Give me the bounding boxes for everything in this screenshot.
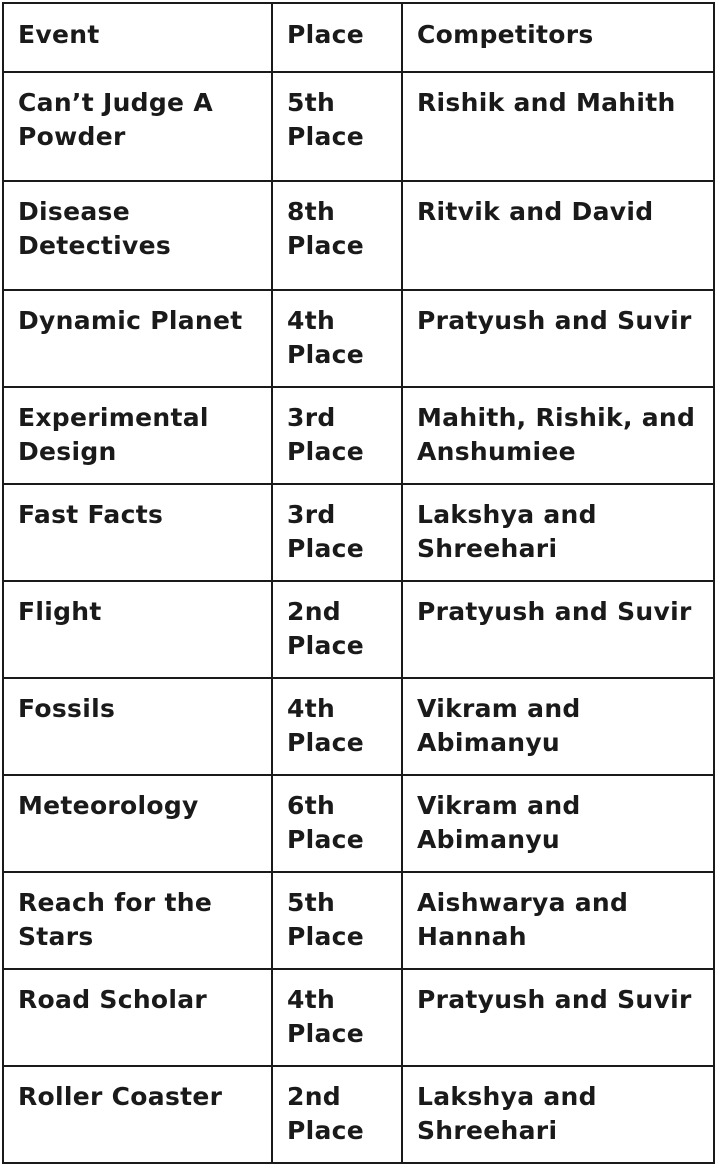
table-row bbox=[3, 775, 714, 872]
table-row bbox=[3, 872, 714, 969]
place-cell: 8th Place bbox=[272, 181, 402, 290]
place-cell: 4th Place bbox=[272, 290, 402, 387]
results-table bbox=[2, 2, 715, 1164]
place-cell: 3rd Place bbox=[272, 387, 402, 484]
table-row bbox=[3, 181, 714, 290]
competitors-cell: Vikram and Abimanyu bbox=[402, 678, 714, 775]
event-cell: Fossils bbox=[3, 678, 272, 775]
header-event: Event bbox=[3, 3, 272, 72]
table-row bbox=[3, 969, 714, 1066]
competitors-cell: Aishwarya and Hannah bbox=[402, 872, 714, 969]
table-header-row bbox=[3, 3, 714, 72]
competitors-cell: Ritvik and David bbox=[402, 181, 714, 290]
place-cell: 4th Place bbox=[272, 969, 402, 1066]
place-cell: 2nd Place bbox=[272, 1066, 402, 1163]
table-row bbox=[3, 581, 714, 678]
competitors-cell: Lakshya and Shreehari bbox=[402, 1066, 714, 1163]
header-competitors: Competitors bbox=[402, 3, 714, 72]
event-cell: Disease Detectives bbox=[3, 181, 272, 290]
event-cell: Meteorology bbox=[3, 775, 272, 872]
competitors-cell: Lakshya and Shreehari bbox=[402, 484, 714, 581]
event-cell: Roller Coaster bbox=[3, 1066, 272, 1163]
event-cell: Can’t Judge A Powder bbox=[3, 72, 272, 181]
table-row bbox=[3, 678, 714, 775]
header-place: Place bbox=[272, 3, 402, 72]
event-cell: Flight bbox=[3, 581, 272, 678]
event-cell: Dynamic Planet bbox=[3, 290, 272, 387]
event-cell: Reach for the Stars bbox=[3, 872, 272, 969]
competitors-cell: Pratyush and Suvir bbox=[402, 290, 714, 387]
table-row bbox=[3, 484, 714, 581]
competitors-cell: Pratyush and Suvir bbox=[402, 581, 714, 678]
table-row bbox=[3, 290, 714, 387]
place-cell: 3rd Place bbox=[272, 484, 402, 581]
event-cell: Road Scholar bbox=[3, 969, 272, 1066]
event-cell: Fast Facts bbox=[3, 484, 272, 581]
table-row bbox=[3, 72, 714, 181]
competitors-cell: Rishik and Mahith bbox=[402, 72, 714, 181]
competitors-cell: Mahith, Rishik, and Anshumiee bbox=[402, 387, 714, 484]
event-cell: Experimental Design bbox=[3, 387, 272, 484]
place-cell: 5th Place bbox=[272, 72, 402, 181]
place-cell: 4th Place bbox=[272, 678, 402, 775]
place-cell: 2nd Place bbox=[272, 581, 402, 678]
place-cell: 6th Place bbox=[272, 775, 402, 872]
competitors-cell: Pratyush and Suvir bbox=[402, 969, 714, 1066]
table-row bbox=[3, 1066, 714, 1163]
place-cell: 5th Place bbox=[272, 872, 402, 969]
table-row bbox=[3, 387, 714, 484]
competitors-cell: Vikram and Abimanyu bbox=[402, 775, 714, 872]
